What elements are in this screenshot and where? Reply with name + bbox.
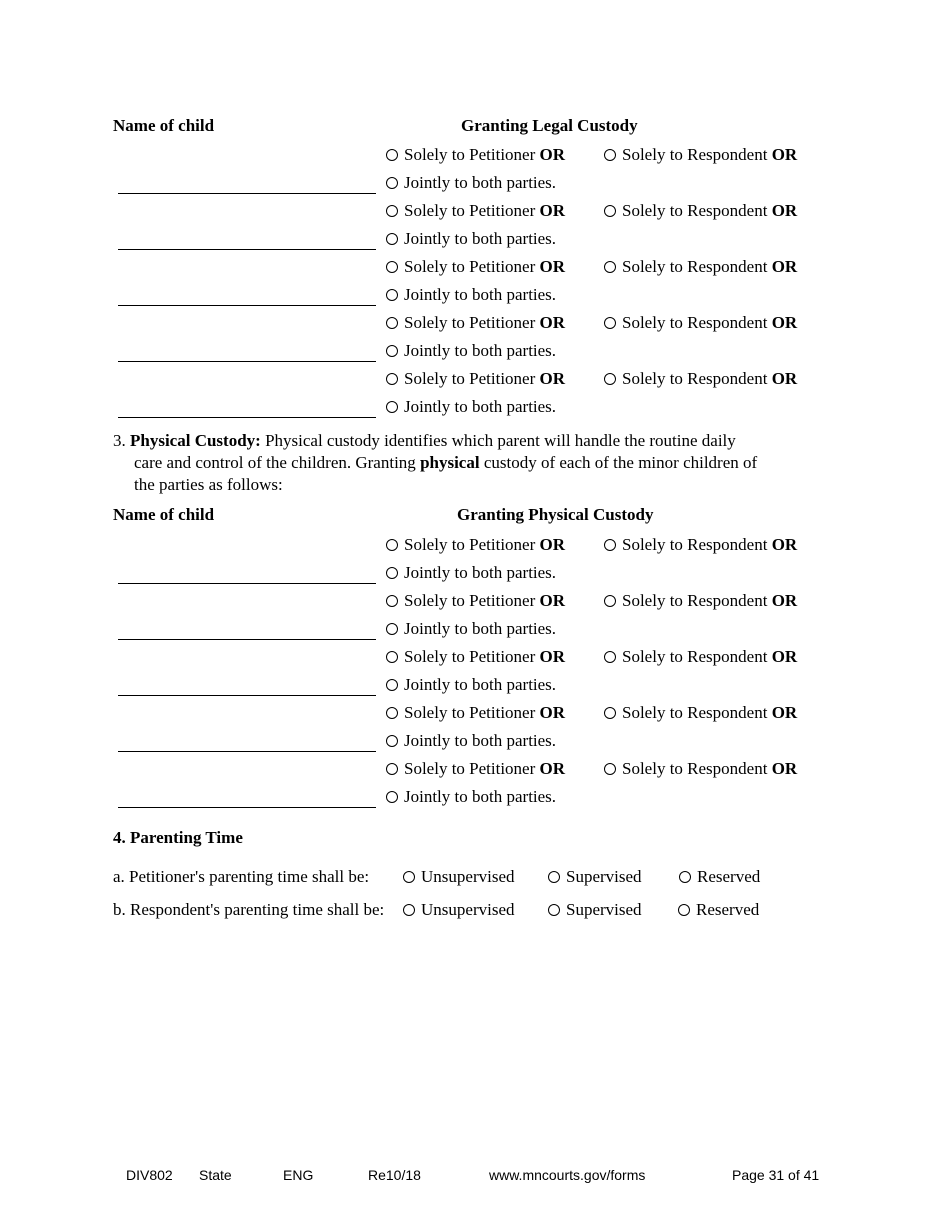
option-label: Jointly to both parties. [404,563,557,582]
radio-circle-icon [386,345,398,357]
legal-row-1-child-name-field[interactable] [118,193,376,194]
option-label: Solely to Petitioner [404,591,536,610]
option-label: Reserved [697,867,761,886]
petitioner-unsupervised-radio[interactable] [403,867,514,887]
radio-circle-icon [604,317,616,329]
or-label: OR [539,703,566,722]
option-label: Unsupervised [421,900,515,919]
radio-circle-icon [604,763,616,775]
option-label: Solely to Petitioner [404,703,536,722]
physical-text-3: the parties as follows: [134,475,283,494]
petitioner-reserved-radio[interactable] [679,867,760,887]
option-label: Solely to Petitioner [404,535,536,554]
radio-circle-icon [548,904,560,916]
or-label: OR [771,591,798,610]
option-label: Solely to Petitioner [404,759,536,778]
physical-row-5-jointly-radio[interactable] [386,787,556,807]
option-label: Solely to Respondent [622,369,768,388]
option-label: Supervised [566,867,642,886]
option-label: Jointly to both parties. [404,675,557,694]
parenting-time-title: 4. Parenting Time [113,828,243,847]
or-label: OR [771,647,798,666]
physical-name-of-child-header: Name of child [113,505,215,524]
option-label: Solely to Petitioner [404,647,536,666]
legal-row-4-solely-respondent-radio[interactable] [604,313,797,333]
radio-circle-icon [386,401,398,413]
or-label: OR [539,145,566,164]
physical-row-1-jointly-radio[interactable] [386,563,556,583]
radio-circle-icon [386,177,398,189]
or-label: OR [771,759,798,778]
footer-revision: Re10/18 [368,1167,421,1183]
radio-circle-icon [604,261,616,273]
radio-circle-icon [403,904,415,916]
petitioner-parenting-label: a. Petitioner's parenting time shall be: [113,867,370,886]
option-label: Solely to Petitioner [404,145,536,164]
physical-row-2-solely-respondent-radio[interactable] [604,591,797,611]
legal-row-5-solely-respondent-radio[interactable] [604,369,797,389]
legal-custody-header: Granting Legal Custody [461,116,638,135]
option-label: Solely to Respondent [622,535,768,554]
legal-row-4-child-name-field[interactable] [118,361,376,362]
or-label: OR [539,313,566,332]
legal-row-4-solely-petitioner-radio[interactable] [386,313,565,333]
or-label: OR [539,535,566,554]
legal-row-2-child-name-field[interactable] [118,249,376,250]
option-label: Solely to Respondent [622,145,768,164]
physical-row-1-solely-petitioner-radio[interactable] [386,535,565,555]
respondent-unsupervised-radio[interactable] [403,900,514,920]
footer-language: ENG [283,1167,314,1183]
radio-circle-icon [678,904,690,916]
petitioner-supervised-radio[interactable] [548,867,642,887]
option-label: Solely to Petitioner [404,201,536,220]
option-label: Jointly to both parties. [404,285,557,304]
physical-row-4-child-name-field[interactable] [118,751,376,752]
or-label: OR [771,703,798,722]
physical-custody-header: Granting Physical Custody [457,505,654,524]
radio-circle-icon [604,595,616,607]
radio-circle-icon [386,233,398,245]
legal-row-1-solely-respondent-radio[interactable] [604,145,797,165]
footer-url[interactable]: www.mncourts.gov/forms [489,1167,646,1183]
option-label: Unsupervised [421,867,515,886]
physical-text-2b: physical [420,453,480,472]
legal-row-5-jointly-radio[interactable] [386,397,556,417]
physical-row-3-solely-petitioner-radio[interactable] [386,647,565,667]
radio-circle-icon [386,205,398,217]
radio-circle-icon [386,679,398,691]
radio-circle-icon [403,871,415,883]
radio-circle-icon [604,651,616,663]
or-label: OR [771,369,798,388]
or-label: OR [771,257,798,276]
legal-row-5-solely-petitioner-radio[interactable] [386,369,565,389]
physical-row-3-solely-respondent-radio[interactable] [604,647,797,667]
radio-circle-icon [386,595,398,607]
physical-number: 3. [113,431,126,450]
radio-circle-icon [386,567,398,579]
option-label: Jointly to both parties. [404,731,557,750]
legal-row-1-solely-petitioner-radio[interactable] [386,145,565,165]
option-label: Solely to Petitioner [404,313,536,332]
physical-title: Physical Custody: [130,431,261,450]
legal-row-4-jointly-radio[interactable] [386,341,556,361]
radio-circle-icon [679,871,691,883]
option-label: Solely to Respondent [622,647,768,666]
option-label: Jointly to both parties. [404,229,557,248]
option-label: Solely to Respondent [622,703,768,722]
or-label: OR [771,535,798,554]
radio-circle-icon [386,289,398,301]
legal-row-1-jointly-radio[interactable] [386,173,556,193]
legal-row-3-solely-respondent-radio[interactable] [604,257,797,277]
legal-row-3-solely-petitioner-radio[interactable] [386,257,565,277]
physical-row-5-solely-petitioner-radio[interactable] [386,759,565,779]
physical-row-3-jointly-radio[interactable] [386,675,556,695]
footer-jurisdiction: State [199,1167,232,1183]
legal-row-3-jointly-radio[interactable] [386,285,556,305]
physical-text-1: Physical custody identifies which parent will handle the routine daily [260,431,736,450]
footer-form-id: DIV802 [126,1167,173,1183]
physical-row-2-solely-petitioner-radio[interactable] [386,591,565,611]
radio-circle-icon [386,539,398,551]
physical-row-2-jointly-radio[interactable] [386,619,556,639]
legal-name-of-child-header: Name of child [113,116,215,135]
option-label: Solely to Respondent [622,313,768,332]
physical-text-2a: care and control of the children. Granting [134,453,421,472]
physical-row-2-child-name-field[interactable] [118,639,376,640]
radio-circle-icon [386,261,398,273]
option-label: Solely to Petitioner [404,257,536,276]
or-label: OR [539,591,566,610]
respondent-parenting-label: b. Respondent's parenting time shall be: [113,900,385,919]
radio-circle-icon [386,651,398,663]
option-label: Jointly to both parties. [404,619,557,638]
physical-text-2c: custody of each of the minor children of [479,453,758,472]
or-label: OR [771,313,798,332]
physical-row-1-child-name-field[interactable] [118,583,376,584]
or-label: OR [539,759,566,778]
legal-row-5-child-name-field[interactable] [118,417,376,418]
legal-row-2-jointly-radio[interactable] [386,229,556,249]
option-label: Solely to Respondent [622,591,768,610]
radio-circle-icon [604,373,616,385]
option-label: Jointly to both parties. [404,397,557,416]
radio-circle-icon [386,623,398,635]
option-label: Jointly to both parties. [404,173,557,192]
legal-row-2-solely-respondent-radio[interactable] [604,201,797,221]
radio-circle-icon [604,707,616,719]
legal-row-3-child-name-field[interactable] [118,305,376,306]
radio-circle-icon [386,373,398,385]
option-label: Solely to Respondent [622,201,768,220]
radio-circle-icon [386,763,398,775]
option-label: Jointly to both parties. [404,341,557,360]
radio-circle-icon [386,735,398,747]
radio-circle-icon [604,539,616,551]
or-label: OR [539,257,566,276]
radio-circle-icon [386,707,398,719]
option-label: Supervised [566,900,642,919]
or-label: OR [771,201,798,220]
physical-row-5-solely-respondent-radio[interactable] [604,759,797,779]
radio-circle-icon [604,149,616,161]
physical-row-4-solely-respondent-radio[interactable] [604,703,797,723]
option-label: Solely to Petitioner [404,369,536,388]
option-label: Reserved [696,900,760,919]
option-label: Solely to Respondent [622,759,768,778]
or-label: OR [539,201,566,220]
physical-custody-paragraph [113,430,833,496]
physical-row-4-jointly-radio[interactable] [386,731,556,751]
respondent-supervised-radio[interactable] [548,900,642,920]
option-label: Solely to Respondent [622,257,768,276]
radio-circle-icon [548,871,560,883]
physical-row-5-child-name-field[interactable] [118,807,376,808]
radio-circle-icon [386,149,398,161]
radio-circle-icon [386,317,398,329]
or-label: OR [771,145,798,164]
respondent-reserved-radio[interactable] [678,900,759,920]
option-label: Jointly to both parties. [404,787,557,806]
radio-circle-icon [386,791,398,803]
footer-page-number: Page 31 of 41 [732,1167,820,1183]
radio-circle-icon [604,205,616,217]
physical-row-4-solely-petitioner-radio[interactable] [386,703,565,723]
or-label: OR [539,369,566,388]
physical-row-3-child-name-field[interactable] [118,695,376,696]
legal-row-2-solely-petitioner-radio[interactable] [386,201,565,221]
physical-row-1-solely-respondent-radio[interactable] [604,535,797,555]
or-label: OR [539,647,566,666]
